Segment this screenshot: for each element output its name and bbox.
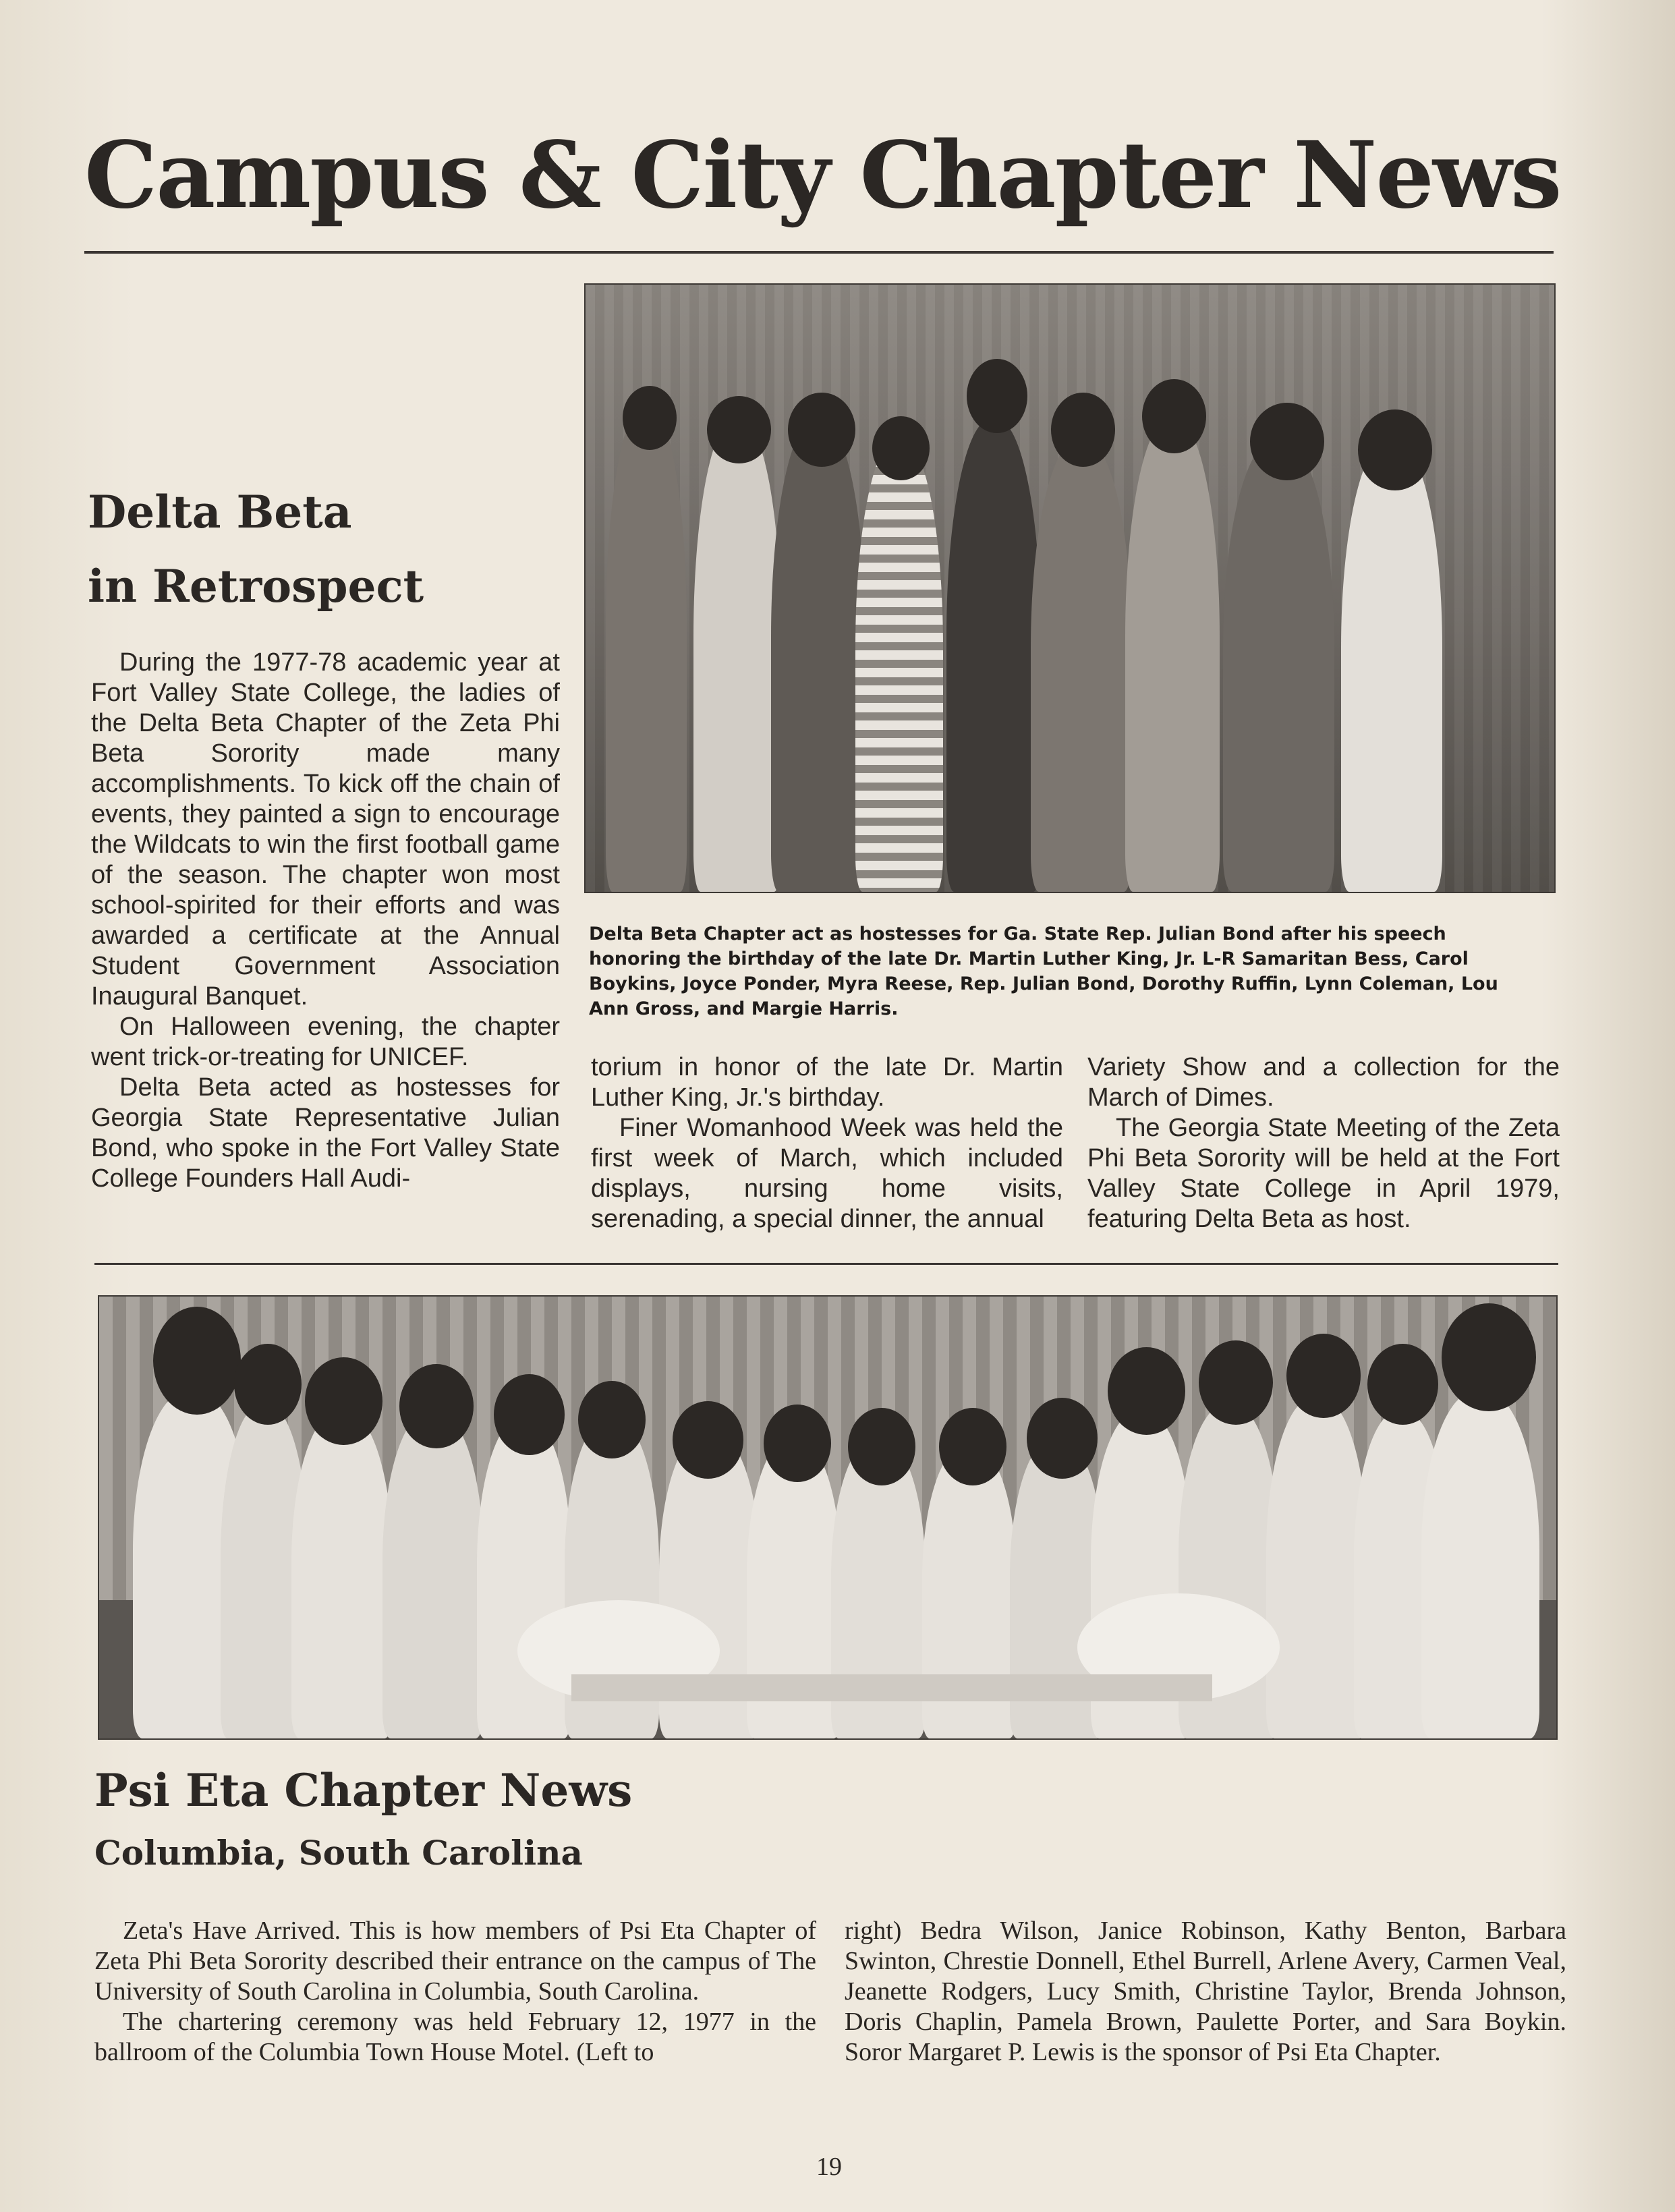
paragraph: Delta Beta acted as hostesses for Georgia State Representative Julian Bond, who spoke in the Fort Valley State College Founders Hall Audi- — [91, 1073, 560, 1193]
page-number: 19 — [816, 2153, 842, 2181]
paragraph: right) Bedra Wilson, Janice Robinson, Kathy Benton, Barbara Swinton, Chrestie Donnell, Ethel Burrell, Arlene Avery, Carmen Veal, Jeanette Rodgers, Lucy Smith, Christine Taylor, Brenda Johnson, Doris Chaplin, Pamela Brown, Paulette Porter, and Sara Boykin. Soror Margaret P. Lewis is the sponsor of Psi Eta Chapter. — [845, 1917, 1566, 2066]
delta-beta-heading-line1: Delta Beta — [88, 486, 352, 538]
paragraph: On Halloween evening, the chapter went trick-or-treating for UNICEF. — [91, 1013, 560, 1071]
paragraph: torium in honor of the late Dr. Martin Luther King, Jr.'s birthday. — [591, 1053, 1063, 1112]
delta-beta-heading-line2: in Retrospect — [88, 560, 424, 613]
delta-beta-column-2 — [591, 1052, 1063, 1235]
section-divider — [94, 1263, 1558, 1265]
title-rule — [84, 251, 1554, 254]
delta-beta-group-photo — [584, 283, 1556, 893]
paragraph: Finer Womanhood Week was held the first week of March, which included displays, nursing home visits, serenading, a special dinner, the annual — [591, 1114, 1063, 1233]
psi-eta-subheading: Columbia, South Carolina — [94, 1833, 583, 1873]
delta-beta-photo-caption: Delta Beta Chapter act as hostesses for Ga. State Rep. Julian Bond after his speech honoring the birthday of the late Dr. Martin Luther King, Jr. L-R Samaritan Bess, Carol Boykins, Joyce Ponder, Myra Reese, Rep. Julian Bond, Dorothy Ruffin, Lynn Coleman, Lou Ann Gross, and Margie Harris. — [589, 924, 1498, 1019]
psi-eta-column-1 — [94, 1916, 816, 2068]
paragraph: During the 1977-78 academic year at Fort Valley State College, the ladies of the Delta Beta Chapter of the Zeta Phi Beta Sorority made many accomplishments. To kick off the chain of events, they painted a sign to encourage the Wildcats to win the first football game of the season. The chapter won most school-spirited for their efforts and was awarded a certificate at the Annual Student Government Association Inaugural Banquet. — [91, 648, 560, 1011]
paragraph: The Georgia State Meeting of the Zeta Phi Beta Sorority will be held at the Fort Valley State College in April 1979, featuring Delta Beta as host. — [1087, 1114, 1560, 1233]
paragraph: Variety Show and a collection for the March of Dimes. — [1087, 1053, 1560, 1112]
paragraph: The chartering ceremony was held February 12, 1977 in the ballroom of the Columbia Town House Motel. (Left to — [94, 2008, 816, 2066]
psi-eta-heading: Psi Eta Chapter News — [94, 1764, 633, 1817]
psi-eta-group-photo — [98, 1295, 1558, 1740]
delta-beta-column-3 — [1087, 1052, 1560, 1235]
psi-eta-column-2 — [845, 1916, 1566, 2068]
delta-beta-column-1 — [91, 648, 560, 1194]
paragraph: Zeta's Have Arrived. This is how members of Psi Eta Chapter of Zeta Phi Beta Sorority described their entrance on the campus of The University of South Carolina in Columbia, South Carolina. — [94, 1917, 816, 2006]
page-title: Campus & City Chapter News — [84, 121, 1561, 229]
